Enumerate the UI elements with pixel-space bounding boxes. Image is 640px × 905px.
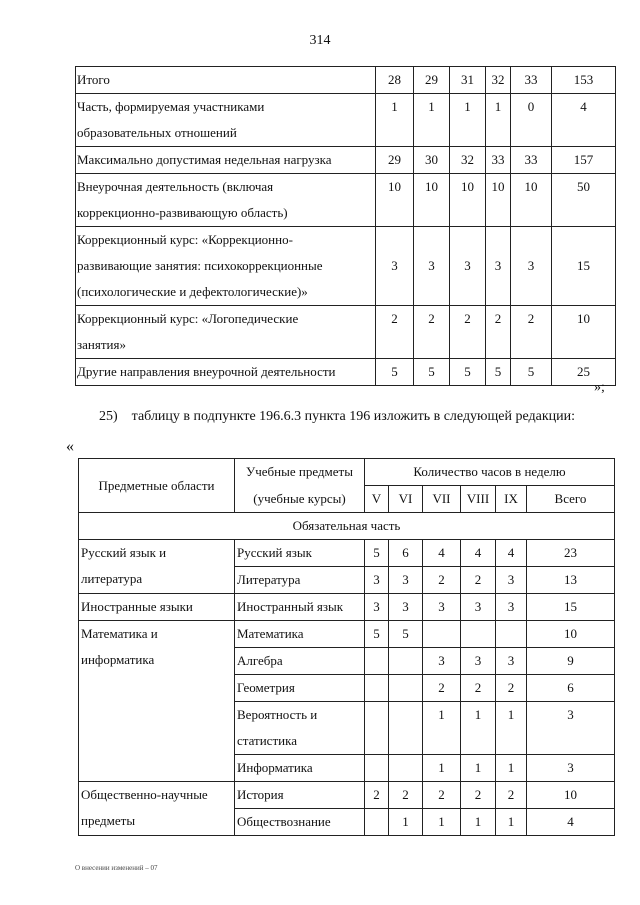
- table-row: [76, 94, 616, 147]
- opening-quote: «: [66, 438, 74, 455]
- value-cell: 2: [486, 306, 511, 359]
- total-cell: 6: [527, 675, 615, 702]
- text-line: Алгебра: [237, 653, 283, 668]
- row-label: [76, 94, 376, 147]
- hours-cell: 2: [461, 675, 496, 702]
- hours-cell: 2: [389, 782, 423, 809]
- value-cell: 32: [486, 67, 511, 94]
- hours-cell: 5: [389, 621, 423, 648]
- hours-cell: 1: [423, 755, 461, 782]
- hours-cell: 3: [389, 567, 423, 594]
- text-line: Итого: [77, 72, 110, 87]
- text-line: Информатика: [237, 760, 313, 775]
- value-cell: 2: [450, 306, 486, 359]
- text-line: коррекционно-развивающую область): [77, 205, 288, 220]
- hours-cell: 2: [461, 782, 496, 809]
- hours-cell: 4: [423, 540, 461, 567]
- value-cell: 30: [414, 147, 450, 174]
- value-cell: 5: [486, 359, 511, 386]
- total-cell: 4: [552, 94, 616, 147]
- subject-hours-table: [78, 458, 615, 836]
- subject-cell: [235, 621, 365, 648]
- hours-cell: 3: [461, 648, 496, 675]
- hours-cell: [496, 621, 527, 648]
- text-line: Геометрия: [237, 680, 295, 695]
- page-number: 314: [309, 33, 331, 48]
- value-cell: 33: [486, 147, 511, 174]
- total-cell: 25: [552, 359, 616, 386]
- subject-cell: [235, 594, 365, 621]
- total-cell: 10: [552, 306, 616, 359]
- table-row: [76, 174, 616, 227]
- hours-cell: 2: [496, 675, 527, 702]
- text-line: Математика: [237, 626, 304, 641]
- subject-area-cell: [79, 621, 235, 782]
- curriculum-totals-table: [75, 66, 616, 386]
- row-label: [76, 306, 376, 359]
- value-cell: 3: [376, 227, 414, 306]
- header-grade: VII: [423, 486, 461, 513]
- hours-cell: 1: [461, 755, 496, 782]
- subject-cell: [235, 809, 365, 836]
- value-cell: 31: [450, 67, 486, 94]
- text-line: Вероятность и: [237, 707, 318, 722]
- text-line: Обществознание: [237, 814, 331, 829]
- hours-cell: 1: [389, 809, 423, 836]
- table-row: [79, 782, 615, 809]
- text-line: предметы: [81, 813, 136, 828]
- subject-cell: [235, 540, 365, 567]
- hours-cell: 2: [423, 782, 461, 809]
- value-cell: 1: [486, 94, 511, 147]
- hours-cell: 3: [461, 594, 496, 621]
- value-cell: 10: [486, 174, 511, 227]
- hours-cell: 2: [423, 675, 461, 702]
- value-cell: 3: [450, 227, 486, 306]
- total-cell: 50: [552, 174, 616, 227]
- hours-cell: 3: [496, 567, 527, 594]
- value-cell: 10: [511, 174, 552, 227]
- text-line: статистика: [237, 733, 297, 748]
- total-cell: 15: [552, 227, 616, 306]
- subject-cell: [235, 567, 365, 594]
- header-grade: VIII: [461, 486, 496, 513]
- subject-area-cell: [79, 782, 235, 836]
- value-cell: 5: [414, 359, 450, 386]
- hours-cell: 3: [496, 594, 527, 621]
- table-row: [76, 227, 616, 306]
- text-line: развивающие занятия: психокоррекционные: [77, 258, 323, 273]
- subject-area-cell: [79, 594, 235, 621]
- row-label: [76, 67, 376, 94]
- hours-cell: 3: [365, 594, 389, 621]
- value-cell: 5: [376, 359, 414, 386]
- value-cell: 2: [376, 306, 414, 359]
- hours-cell: [389, 702, 423, 755]
- hours-cell: 6: [389, 540, 423, 567]
- value-cell: 10: [376, 174, 414, 227]
- hours-cell: 3: [423, 594, 461, 621]
- total-cell: 13: [527, 567, 615, 594]
- text-line: Литература: [237, 572, 301, 587]
- hours-cell: 1: [496, 702, 527, 755]
- hours-cell: [389, 755, 423, 782]
- value-cell: 10: [450, 174, 486, 227]
- text-line: Часть, формируемая участниками: [77, 99, 265, 114]
- hours-cell: [389, 648, 423, 675]
- total-cell: 10: [527, 621, 615, 648]
- value-cell: 10: [414, 174, 450, 227]
- hours-cell: 5: [365, 621, 389, 648]
- value-cell: 32: [450, 147, 486, 174]
- amendment-instruction: 25) таблицу в подпункте 196.6.3 пункта 196 изложить в следующей редакции:: [99, 409, 576, 424]
- value-cell: 1: [414, 94, 450, 147]
- header-subjects: Учебные предметы: [235, 459, 365, 486]
- table-row: [79, 621, 615, 648]
- subject-cell: [235, 755, 365, 782]
- subject-cell: [235, 782, 365, 809]
- hours-cell: 1: [496, 755, 527, 782]
- hours-cell: [461, 621, 496, 648]
- hours-cell: 3: [496, 648, 527, 675]
- hours-cell: 1: [423, 702, 461, 755]
- hours-cell: 5: [365, 540, 389, 567]
- header-subject-areas: Предметные области: [79, 459, 235, 513]
- row-label: [76, 227, 376, 306]
- total-cell: 10: [527, 782, 615, 809]
- hours-cell: [365, 755, 389, 782]
- total-cell: 23: [527, 540, 615, 567]
- text-line: Иностранные языки: [81, 599, 193, 614]
- hours-cell: 4: [496, 540, 527, 567]
- total-cell: 9: [527, 648, 615, 675]
- value-cell: 5: [450, 359, 486, 386]
- table-row: [76, 306, 616, 359]
- text-line: Коррекционный курс: «Коррекционно-: [77, 232, 293, 247]
- hours-cell: 2: [461, 567, 496, 594]
- hours-cell: 2: [423, 567, 461, 594]
- row-label: [76, 147, 376, 174]
- text-line: Общественно-научные: [81, 787, 208, 802]
- value-cell: 1: [450, 94, 486, 147]
- text-line: образовательных отношений: [77, 125, 237, 140]
- value-cell: 2: [511, 306, 552, 359]
- hours-cell: [389, 675, 423, 702]
- total-cell: 4: [527, 809, 615, 836]
- text-line: Внеурочная деятельность (включая: [77, 179, 274, 194]
- footer-note: О внесении изменений – 07: [75, 864, 158, 872]
- text-line: литература: [81, 571, 143, 586]
- hours-cell: 3: [389, 594, 423, 621]
- hours-cell: 2: [365, 782, 389, 809]
- hours-cell: 4: [461, 540, 496, 567]
- table-row: [79, 594, 615, 621]
- subject-cell: [235, 675, 365, 702]
- header-grade: VI: [389, 486, 423, 513]
- hours-cell: [365, 648, 389, 675]
- value-cell: 29: [414, 67, 450, 94]
- value-cell: 29: [376, 147, 414, 174]
- hours-cell: 3: [423, 648, 461, 675]
- closing-quote: »;: [594, 380, 605, 395]
- value-cell: 3: [511, 227, 552, 306]
- value-cell: 33: [511, 67, 552, 94]
- text-line: Русский язык: [237, 545, 312, 560]
- section-row: [79, 513, 615, 540]
- total-cell: 15: [527, 594, 615, 621]
- hours-cell: [365, 702, 389, 755]
- row-label: [76, 174, 376, 227]
- text-line: информатика: [81, 652, 155, 667]
- subject-cell: [235, 702, 365, 755]
- hours-cell: 1: [423, 809, 461, 836]
- table-row: [76, 147, 616, 174]
- value-cell: 33: [511, 147, 552, 174]
- hours-cell: [423, 621, 461, 648]
- value-cell: 28: [376, 67, 414, 94]
- text-line: История: [237, 787, 284, 802]
- total-cell: 3: [527, 755, 615, 782]
- header-subjects-courses: (учебные курсы): [235, 486, 365, 513]
- text-line: Русский язык и: [81, 545, 167, 560]
- hours-cell: 3: [365, 567, 389, 594]
- text-line: Коррекционный курс: «Логопедические: [77, 311, 299, 326]
- row-label: [76, 359, 376, 386]
- table-row: [79, 540, 615, 567]
- total-cell: 3: [527, 702, 615, 755]
- text-line: (психологические и дефектологические)»: [77, 284, 308, 299]
- text-line: Другие направления внеурочной деятельности: [77, 364, 336, 379]
- subject-area-cell: [79, 540, 235, 594]
- text-line: Максимально допустимая недельная нагрузка: [77, 152, 332, 167]
- total-cell: 153: [552, 67, 616, 94]
- text-line: Иностранный язык: [237, 599, 344, 614]
- header-grade: IX: [496, 486, 527, 513]
- subject-cell: [235, 648, 365, 675]
- text-line: Математика и: [81, 626, 158, 641]
- value-cell: 3: [414, 227, 450, 306]
- hours-cell: 1: [461, 702, 496, 755]
- value-cell: 1: [376, 94, 414, 147]
- header-grade: V: [365, 486, 389, 513]
- value-cell: 0: [511, 94, 552, 147]
- value-cell: 2: [414, 306, 450, 359]
- table-row: [76, 67, 616, 94]
- hours-cell: 1: [461, 809, 496, 836]
- hours-cell: [365, 675, 389, 702]
- header-total: Всего: [527, 486, 615, 513]
- text-line: занятия»: [77, 337, 126, 352]
- table-header-row: [79, 459, 615, 486]
- section-title: Обязательная часть: [79, 513, 615, 540]
- table-row: [76, 359, 616, 386]
- header-hours-per-week: Количество часов в неделю: [365, 459, 615, 486]
- hours-cell: [365, 809, 389, 836]
- value-cell: 3: [486, 227, 511, 306]
- hours-cell: 1: [496, 809, 527, 836]
- hours-cell: 2: [496, 782, 527, 809]
- total-cell: 157: [552, 147, 616, 174]
- value-cell: 5: [511, 359, 552, 386]
